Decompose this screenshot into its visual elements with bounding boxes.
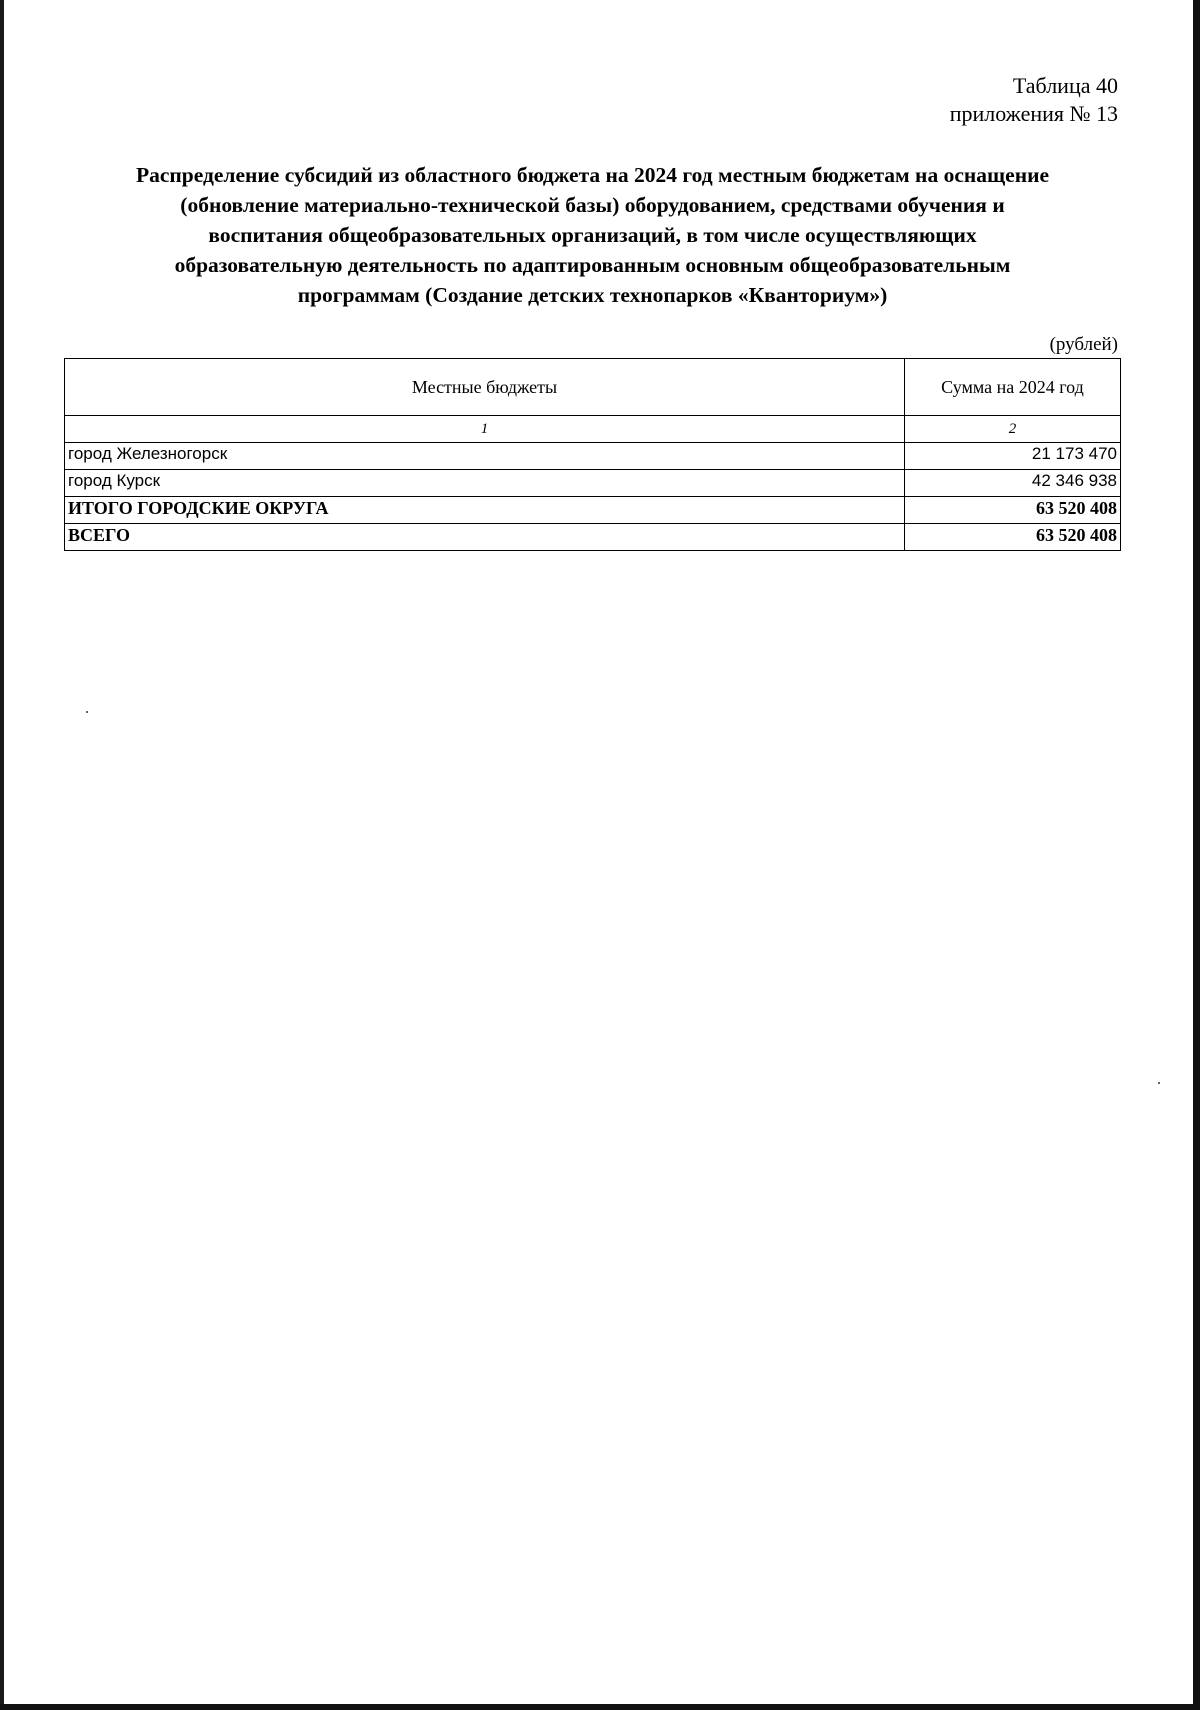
- subtotal-amount: 63 520 408: [905, 497, 1121, 524]
- column-number-row: [65, 416, 1121, 443]
- scan-edge-bottom: [0, 1704, 1200, 1710]
- scan-edge-right: [1193, 0, 1200, 1710]
- table-header-row: [65, 359, 1121, 416]
- budget-name: город Курск: [65, 470, 905, 497]
- scan-edge-left: [0, 0, 4, 1710]
- unit-label: (рублей): [1049, 334, 1118, 355]
- column-number: 2: [905, 416, 1121, 443]
- title-line: образовательную деятельность по адаптированным основным общеобразовательным: [174, 253, 1011, 277]
- column-header-budgets: Местные бюджеты: [65, 359, 905, 416]
- title-line: программам (Создание детских технопарков «Кванториум»): [297, 283, 888, 307]
- document-title: [65, 160, 1120, 310]
- subsidy-table: [64, 358, 1121, 551]
- scan-speck: [1158, 1082, 1160, 1084]
- table-row: [65, 470, 1121, 497]
- title-line: воспитания общеобразовательных организаций, в том числе осуществляющих: [208, 223, 977, 247]
- budget-name: город Железногорск: [65, 443, 905, 470]
- table-row: [65, 443, 1121, 470]
- subtotal-row: [65, 497, 1121, 524]
- budget-amount: 42 346 938: [905, 470, 1121, 497]
- column-header-amount: Сумма на 2024 год: [905, 359, 1121, 416]
- appendix-number: приложения № 13: [949, 101, 1118, 126]
- total-amount: 63 520 408: [905, 524, 1121, 551]
- total-row: [65, 524, 1121, 551]
- budget-amount: 21 173 470: [905, 443, 1121, 470]
- scan-speck: [86, 711, 88, 713]
- title-line: Распределение субсидий из областного бюджета на 2024 год местным бюджетам на оснащение: [135, 163, 1050, 187]
- table-reference-note: [950, 72, 1118, 128]
- column-number: 1: [65, 416, 905, 443]
- title-line: (обновление материально-технической базы) оборудованием, средствами обучения и: [180, 193, 1005, 217]
- subtotal-label: ИТОГО ГОРОДСКИЕ ОКРУГА: [65, 497, 905, 524]
- table-number: Таблица 40: [1012, 73, 1118, 98]
- total-label: ВСЕГО: [65, 524, 905, 551]
